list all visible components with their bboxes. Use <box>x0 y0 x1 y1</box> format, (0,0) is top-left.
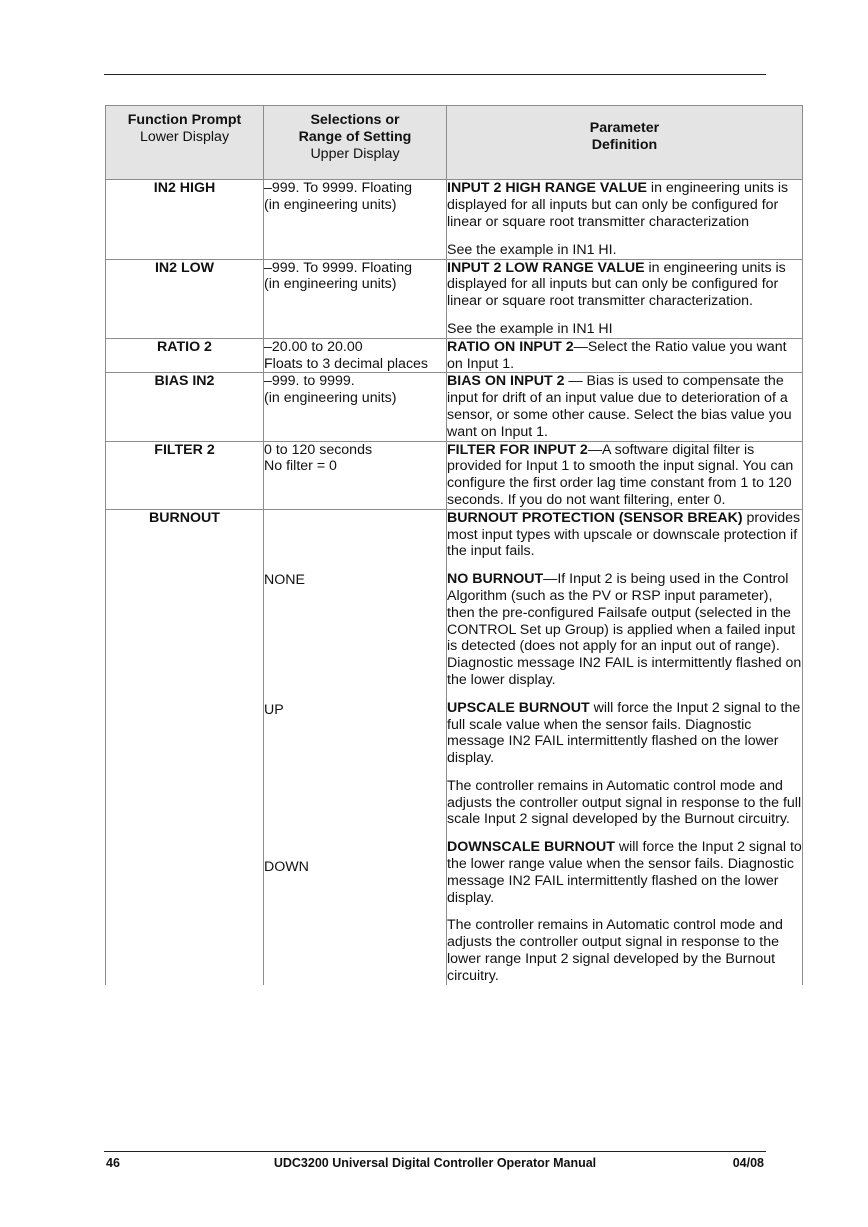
table-row-burnout <box>106 509 803 984</box>
function-prompt: FILTER 2 <box>106 441 264 509</box>
selection-range: –999. To 9999. Floating (in engineering units) <box>264 259 447 338</box>
option-none: NONE <box>264 571 305 588</box>
table-row <box>106 373 803 441</box>
parameter-definition: BIAS ON INPUT 2 — Bias is used to compensate the input for drift of an input value due to deterioration of a sensor, or some other cause. Select the bias value you want on Input 1. <box>447 373 803 441</box>
parameter-definition: RATIO ON INPUT 2—Select the Ratio value you want on Input 1. <box>447 338 803 373</box>
function-prompt: IN2 LOW <box>106 259 264 338</box>
table-header-row <box>106 106 803 180</box>
header-selections: Selections or Range of Setting Upper Display <box>264 106 447 180</box>
function-prompt: BURNOUT <box>106 509 264 984</box>
selection-range: –999. To 9999. Floating (in engineering units) <box>264 180 447 259</box>
option-up: UP <box>264 701 284 718</box>
function-prompt: IN2 HIGH <box>106 180 264 259</box>
table-row <box>106 441 803 509</box>
parameter-definition: INPUT 2 HIGH RANGE VALUE in engineering units is displayed for all inputs but can only be configured for linear or square root transmitter characterization See the example in IN1 HI. <box>447 180 803 259</box>
function-prompt: RATIO 2 <box>106 338 264 373</box>
selection-range: 0 to 120 seconds No filter = 0 <box>264 441 447 509</box>
function-prompt: BIAS IN2 <box>106 373 264 441</box>
manual-title: UDC3200 Universal Digital Controller Operator Manual <box>273 1156 597 1170</box>
revision-date: 04/08 <box>732 1156 764 1170</box>
table-row <box>106 180 803 259</box>
parameter-definition: BURNOUT PROTECTION (SENSOR BREAK) provides most input types with upscale or downscale protection if the input fails. NO BURNOUT—If Input 2 is being used in the Control Algorithm (such as the PV or RSP input parameter), then the pre-configured Failsafe output (selected in the CONTROL Set up Group) is applied when a failed input is detected (does not apply for an input out of range). Diagnostic message IN2 FAIL is intermittently flashed on the lower display. UPSCALE BURNOUT will force the Input 2 signal to the full scale value when the sensor fails. Diagnostic message IN2 FAIL intermittently flashed on the lower display. The controller remains in Automatic control mode and adjusts the controller output signal in response to the full scale Input 2 signal developed by the Burnout circuitry. DOWNSCALE BURNOUT will force the Input 2 signal to the lower range value when the sensor fails. Diagnostic message IN2 FAIL intermittently flashed on the lower display. The controller remains in Automatic control mode and adjusts the controller output signal in response to the lower range Input 2 signal developed by the Burnout circuitry. <box>447 509 802 984</box>
selection-range: –999. to 9999. (in engineering units) <box>264 373 447 441</box>
page-number: 46 <box>106 1156 120 1170</box>
footer-rule <box>104 1151 766 1152</box>
table-row <box>106 259 803 338</box>
option-down: DOWN <box>264 859 309 876</box>
header-parameter-definition: Parameter Definition <box>447 106 803 180</box>
selection-range <box>264 509 447 984</box>
header-function-prompt: Function Prompt Lower Display <box>106 106 264 180</box>
header-rule <box>104 74 766 75</box>
selection-range: –20.00 to 20.00 Floats to 3 decimal places <box>264 338 447 373</box>
parameter-table <box>105 105 803 985</box>
parameter-definition: FILTER FOR INPUT 2—A software digital filter is provided for Input 1 to smooth the input signal. You can configure the first order lag time constant from 1 to 120 seconds. If you do not want filtering, enter 0. <box>447 441 803 509</box>
table-row <box>106 338 803 373</box>
parameter-definition: INPUT 2 LOW RANGE VALUE in engineering units is displayed for all inputs but can only be configured for linear or square root transmitter characterization. See the example in IN1 HI <box>447 259 803 338</box>
